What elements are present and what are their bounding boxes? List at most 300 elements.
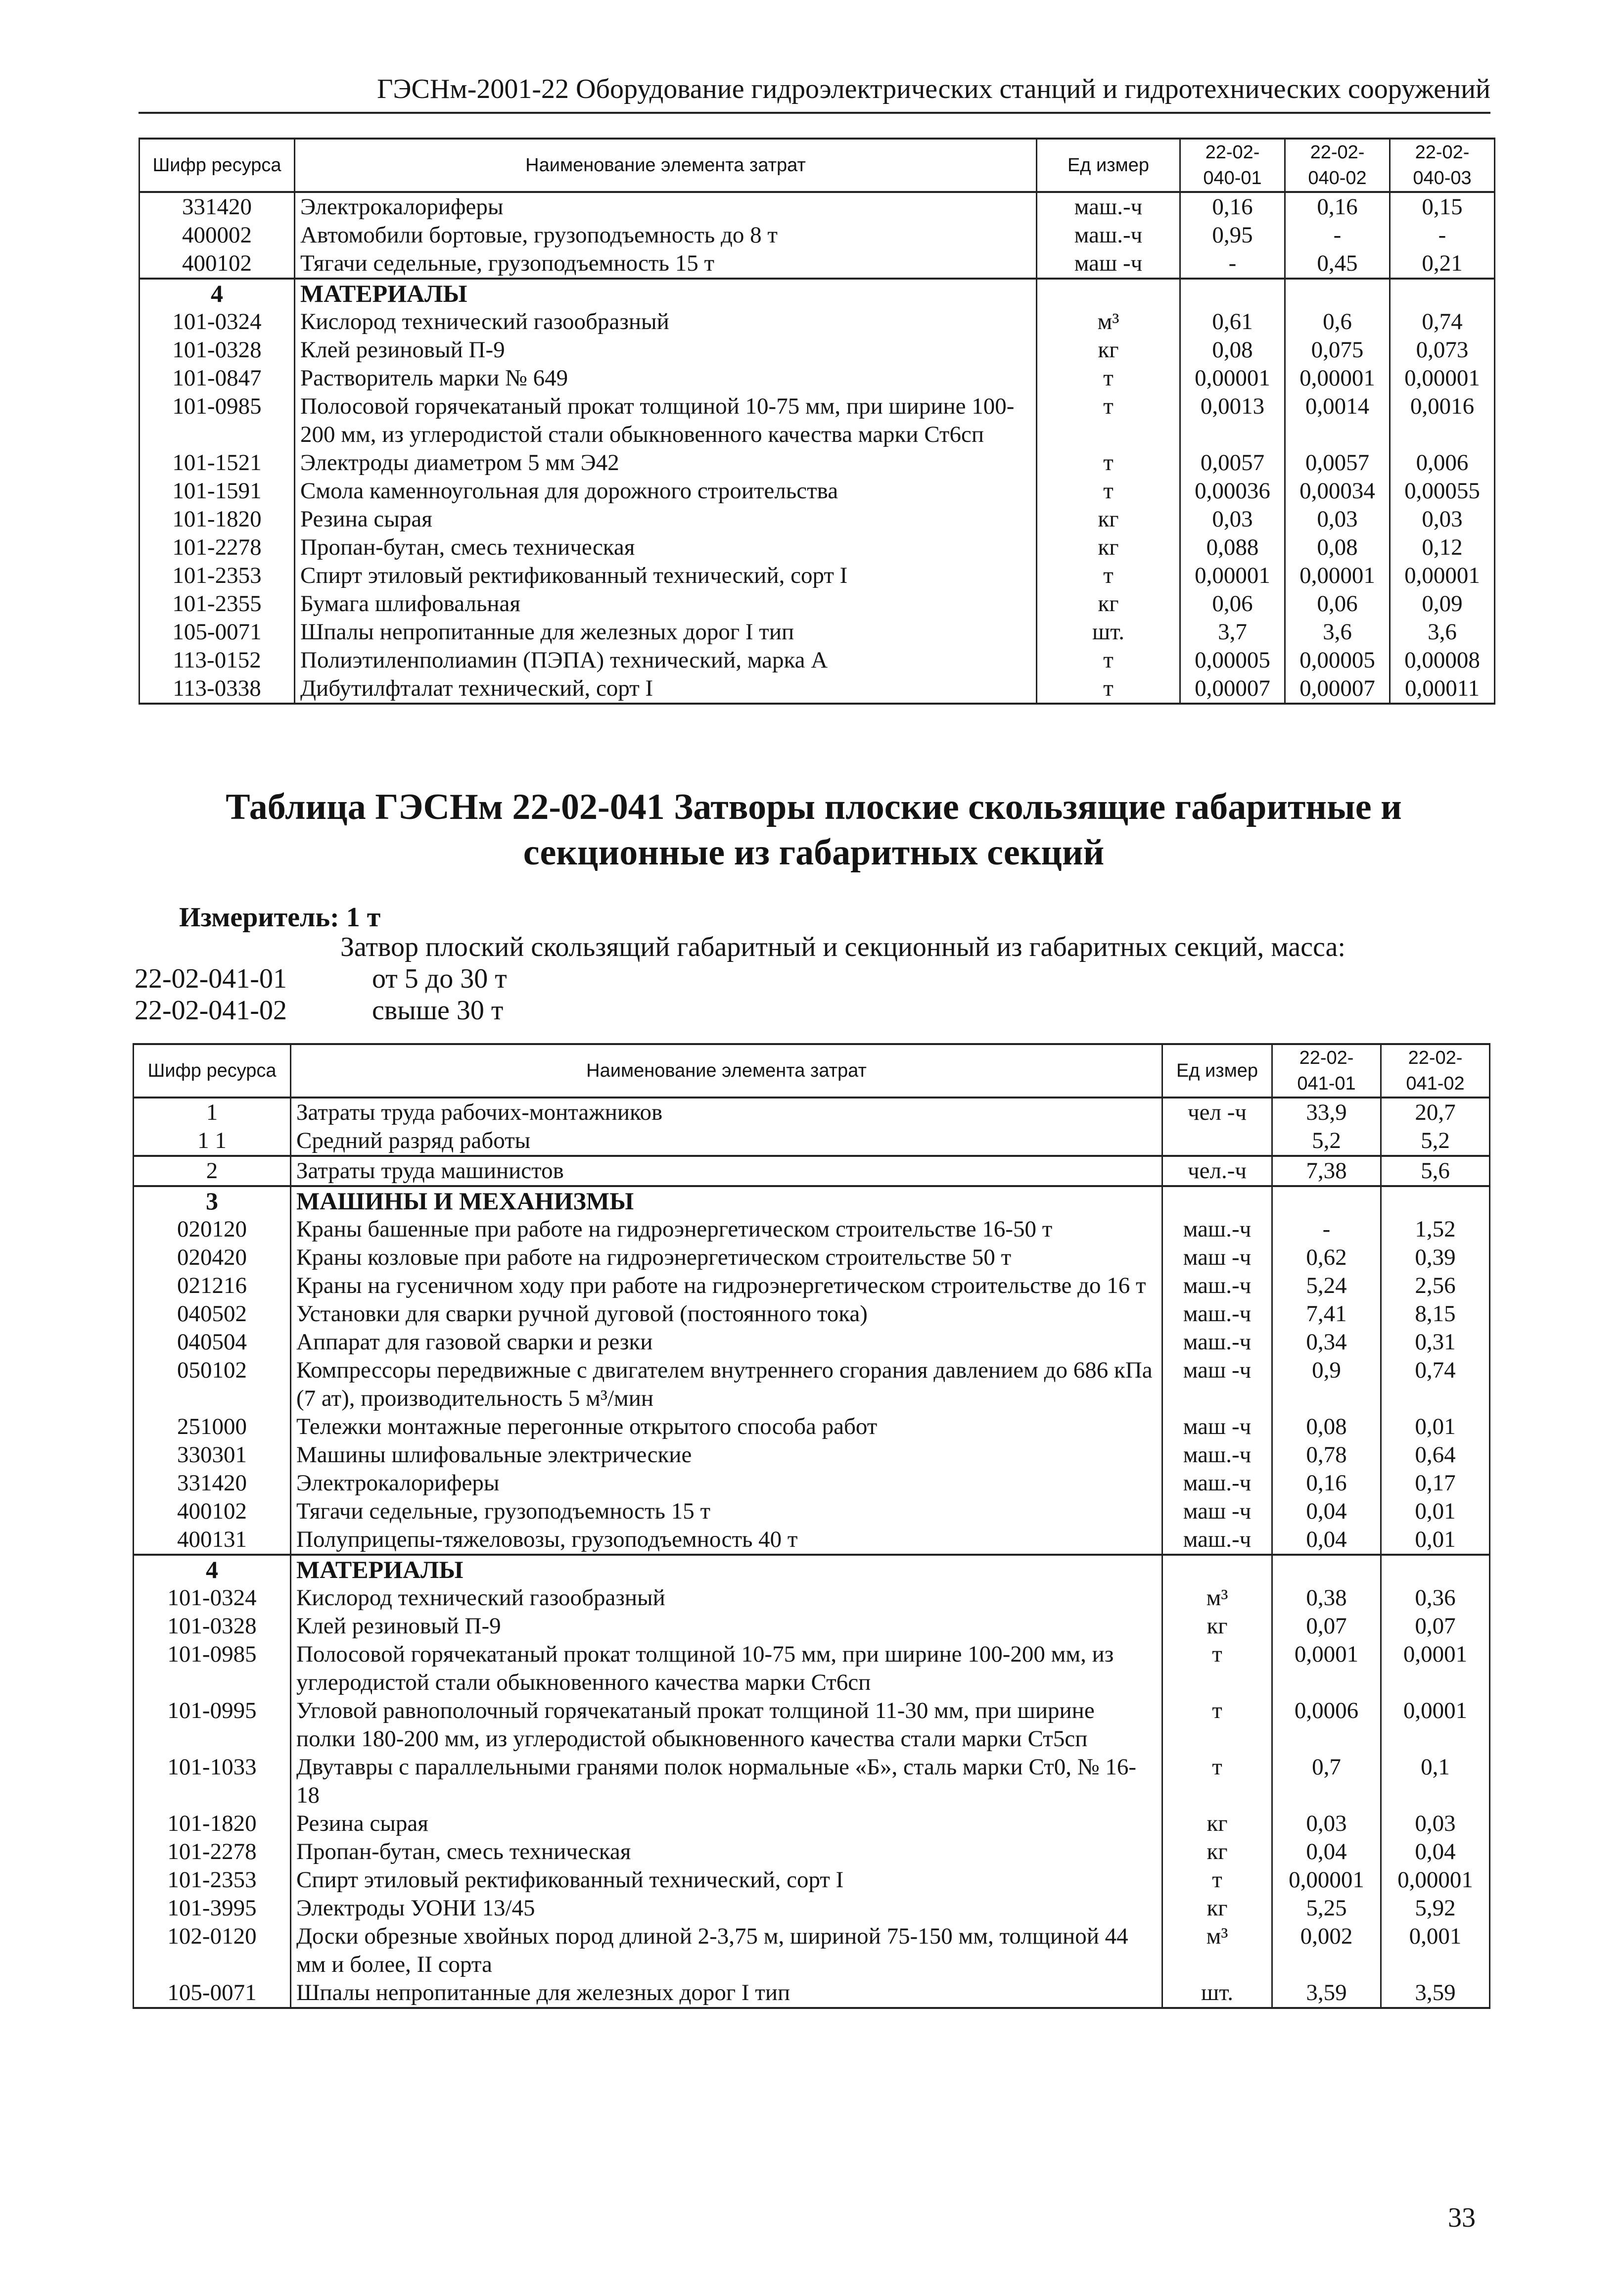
- resource-code: 101-2278: [134, 1838, 291, 1866]
- resource-name: Пропан-бутан, смесь техническая: [295, 533, 1037, 562]
- col-header-code: Шифр ресурса: [139, 139, 295, 192]
- col-header-norm-3: 22-02- 040-03: [1390, 139, 1495, 192]
- resource-code: 105-0071: [139, 618, 295, 646]
- resource-code: 101-0985: [139, 392, 295, 449]
- resource-unit: кг: [1162, 1612, 1272, 1640]
- table-row: [134, 1300, 1490, 1328]
- resource-unit: чел.-ч: [1162, 1156, 1272, 1186]
- table-row: [139, 562, 1495, 590]
- resource-name: Клей резиновый П-9: [291, 1612, 1162, 1640]
- norm-value: [1285, 279, 1390, 308]
- norm-value: 0,0057: [1180, 449, 1285, 477]
- norm-value: 5,6: [1381, 1156, 1490, 1186]
- resource-unit: кг: [1037, 505, 1180, 533]
- table-row: [134, 1497, 1490, 1526]
- resource-unit: т: [1037, 646, 1180, 674]
- norm-value: 0,00001: [1180, 364, 1285, 392]
- resource-name: Бумага шлифовальная: [295, 590, 1037, 618]
- norm-value: 5,2: [1381, 1127, 1490, 1156]
- norm-value: 20,7: [1381, 1098, 1490, 1127]
- norm-value: 0,38: [1272, 1584, 1381, 1612]
- resource-name: Аппарат для газовой сварки и резки: [291, 1328, 1162, 1356]
- col-header-name: Наименование элемента затрат: [295, 139, 1037, 192]
- resource-name: Тягачи седельные, грузоподъемность 15 т: [295, 249, 1037, 279]
- norm-value: 3,6: [1285, 618, 1390, 646]
- norm-value: 1,52: [1381, 1215, 1490, 1243]
- resource-name: Компрессоры передвижные с двигателем внутреннего сгорания давлением до 686 кПа (7 ат), производительность 5 м³/мин: [291, 1356, 1162, 1413]
- table-row: [134, 1156, 1490, 1186]
- resource-name: Машины шлифовальные электрические: [291, 1441, 1162, 1469]
- resource-code: 040504: [134, 1328, 291, 1356]
- resource-unit: м³: [1037, 308, 1180, 336]
- norm-value: 0,073: [1390, 336, 1495, 364]
- norm-value: 8,15: [1381, 1300, 1490, 1328]
- resource-code: 400102: [134, 1497, 291, 1526]
- measure-description: Затвор плоский скользящий габаритный и секционный из габаритных секций, масса:: [340, 932, 1346, 962]
- norm-value: 0,9: [1272, 1356, 1381, 1413]
- norm-value: 5,24: [1272, 1272, 1381, 1300]
- norm-value: 3,7: [1180, 618, 1285, 646]
- norm-value: 0,34: [1272, 1328, 1381, 1356]
- resource-name: Краны козловые при работе на гидроэнергетическом строительстве 50 т: [291, 1243, 1162, 1272]
- norm-value: 0,002: [1272, 1922, 1381, 1979]
- norm-value: 0,06: [1180, 590, 1285, 618]
- norm-value: -: [1390, 221, 1495, 249]
- norm-value: 0,00034: [1285, 477, 1390, 505]
- norm-value: 0,00001: [1381, 1866, 1490, 1894]
- resource-unit: маш.-ч: [1162, 1300, 1272, 1328]
- resource-name: Краны на гусеничном ходу при работе на гидроэнергетическом строительстве до 16 т: [291, 1272, 1162, 1300]
- norm-value: 7,41: [1272, 1300, 1381, 1328]
- resource-name: Затраты труда рабочих-монтажников: [291, 1098, 1162, 1127]
- resource-name: Электрокалориферы: [295, 192, 1037, 221]
- resource-code: 101-0324: [134, 1584, 291, 1612]
- norm-value: [1381, 1186, 1490, 1215]
- resource-code: 113-0152: [139, 646, 295, 674]
- resource-unit: маш.-ч: [1162, 1469, 1272, 1497]
- norm-text-2: свыше 30 т: [372, 995, 504, 1026]
- norm-value: 0,03: [1390, 505, 1495, 533]
- measure-value: 1 т: [346, 902, 381, 933]
- norm-value: 0,04: [1272, 1838, 1381, 1866]
- resource-name: Резина сырая: [295, 505, 1037, 533]
- norm-value: [1272, 1186, 1381, 1215]
- resource-code: 400102: [139, 249, 295, 279]
- resource-unit: м³: [1162, 1584, 1272, 1612]
- resource-name: Растворитель марки № 649: [295, 364, 1037, 392]
- table-row: [139, 618, 1495, 646]
- resource-name: МАШИНЫ И МЕХАНИЗМЫ: [291, 1186, 1162, 1215]
- table-row: [134, 1894, 1490, 1922]
- norm-value: 0,6: [1285, 308, 1390, 336]
- norm-value: 33,9: [1272, 1098, 1381, 1127]
- norm-value: 0,36: [1381, 1584, 1490, 1612]
- norm-value: 0,0001: [1272, 1640, 1381, 1697]
- norm-value: 0,03: [1272, 1810, 1381, 1838]
- resource-unit: т: [1162, 1753, 1272, 1810]
- norm-value: 0,1: [1381, 1753, 1490, 1810]
- col-header-name: Наименование элемента затрат: [291, 1044, 1162, 1098]
- resource-code: 101-1591: [139, 477, 295, 505]
- resource-unit: маш.-ч: [1037, 221, 1180, 249]
- norm-value: [1272, 1555, 1381, 1584]
- resource-code: 040502: [134, 1300, 291, 1328]
- resource-unit: т: [1037, 674, 1180, 704]
- norm-value: 0,03: [1381, 1810, 1490, 1838]
- resource-unit: маш.-ч: [1162, 1526, 1272, 1555]
- norm-value: 0,06: [1285, 590, 1390, 618]
- norm-value: 0,00001: [1285, 562, 1390, 590]
- resource-unit: маш.-ч: [1037, 192, 1180, 221]
- resource-code: 050102: [134, 1356, 291, 1413]
- norm-value: 0,00055: [1390, 477, 1495, 505]
- resource-code: 251000: [134, 1413, 291, 1441]
- norm-value: 0,0014: [1285, 392, 1390, 449]
- resource-code: 020420: [134, 1243, 291, 1272]
- table-row: [139, 336, 1495, 364]
- table-body: [139, 192, 1495, 704]
- resource-table-041: [133, 1043, 1490, 2009]
- resource-name: Средний разряд работы: [291, 1127, 1162, 1156]
- table-header-row: [139, 139, 1495, 192]
- resource-name: МАТЕРИАЛЫ: [291, 1555, 1162, 1584]
- col-header-code: Шифр ресурса: [134, 1044, 291, 1098]
- table-row: [134, 1838, 1490, 1866]
- resource-code: 102-0120: [134, 1922, 291, 1979]
- norm-value: 0,00036: [1180, 477, 1285, 505]
- norm-value: 0,00005: [1180, 646, 1285, 674]
- norm-value: 0,0001: [1381, 1697, 1490, 1753]
- resource-code: 101-0995: [134, 1697, 291, 1753]
- resource-unit: [1162, 1127, 1272, 1156]
- norm-value: 0,00001: [1390, 562, 1495, 590]
- table-row: [134, 1272, 1490, 1300]
- table-row: [134, 1640, 1490, 1697]
- resource-name: Шпалы непропитанные для железных дорог I тип: [291, 1979, 1162, 2008]
- norm-value: 0,74: [1390, 308, 1495, 336]
- resource-code: 101-3995: [134, 1894, 291, 1922]
- norm-value: 0,74: [1381, 1356, 1490, 1413]
- col-header-norm-1: 22-02- 040-01: [1180, 139, 1285, 192]
- norm-value: 0,62: [1272, 1243, 1381, 1272]
- norm-value: 0,95: [1180, 221, 1285, 249]
- table-row: [139, 477, 1495, 505]
- table-row: [134, 1612, 1490, 1640]
- resource-name: Кислород технический газообразный: [295, 308, 1037, 336]
- resource-unit: т: [1037, 364, 1180, 392]
- resource-name: Полиэтиленполиамин (ПЭПА) технический, марка А: [295, 646, 1037, 674]
- norm-value: 0,78: [1272, 1441, 1381, 1469]
- resource-name: Полосовой горячекатаный прокат толщиной 10-75 мм, при ширине 100-200 мм, из углеродистой стали обыкновенного качества марки Ст6сп: [295, 392, 1037, 449]
- resource-code: 331420: [139, 192, 295, 221]
- resource-unit: маш.-ч: [1162, 1272, 1272, 1300]
- norm-value: 0,00001: [1390, 364, 1495, 392]
- table-row: [139, 449, 1495, 477]
- norm-value: 0,00007: [1180, 674, 1285, 704]
- table-row: [134, 1584, 1490, 1612]
- norm-value: [1180, 279, 1285, 308]
- norm-value: 0,00001: [1180, 562, 1285, 590]
- col-header-norm-2: 22-02- 041-02: [1381, 1044, 1490, 1098]
- resource-name: Тягачи седельные, грузоподъемность 15 т: [291, 1497, 1162, 1526]
- resource-name: Шпалы непропитанные для железных дорог I тип: [295, 618, 1037, 646]
- norm-value: 0,16: [1285, 192, 1390, 221]
- norm-value: 0,00007: [1285, 674, 1390, 704]
- resource-code: 101-2278: [139, 533, 295, 562]
- norm-value: 3,6: [1390, 618, 1495, 646]
- resource-code: 3: [134, 1186, 291, 1215]
- resource-code: 101-1521: [139, 449, 295, 477]
- norm-value: 0,61: [1180, 308, 1285, 336]
- norm-value: -: [1285, 221, 1390, 249]
- resource-name: Электрокалориферы: [291, 1469, 1162, 1497]
- col-header-norm-1: 22-02- 041-01: [1272, 1044, 1381, 1098]
- table-row: [134, 1328, 1490, 1356]
- col-header-norm-2: 22-02- 040-02: [1285, 139, 1390, 192]
- resource-code: 400131: [134, 1526, 291, 1555]
- table-row: [134, 1810, 1490, 1838]
- norm-value: 5,2: [1272, 1127, 1381, 1156]
- running-header: ГЭСНм-2001-22 Оборудование гидроэлектрических станций и гидротехнических сооружений: [139, 73, 1490, 114]
- table-row: [139, 249, 1495, 279]
- table-row: [139, 646, 1495, 674]
- resource-name: Двутавры с параллельными гранями полок нормальные «Б», сталь марки Ст0, № 16-18: [291, 1753, 1162, 1810]
- norm-value: [1381, 1555, 1490, 1584]
- resource-unit: кг: [1037, 336, 1180, 364]
- norm-value: 0,01: [1381, 1497, 1490, 1526]
- table-row: [134, 1243, 1490, 1272]
- resource-name: Электроды УОНИ 13/45: [291, 1894, 1162, 1922]
- table-row: [134, 1979, 1490, 2008]
- resource-code: 101-2355: [139, 590, 295, 618]
- norm-value: 0,0001: [1381, 1640, 1490, 1697]
- table-row: [134, 1555, 1490, 1584]
- norm-value: 0,03: [1180, 505, 1285, 533]
- table-row: [139, 505, 1495, 533]
- norm-value: 0,00008: [1390, 646, 1495, 674]
- resource-unit: [1162, 1186, 1272, 1215]
- norm-value: 0,16: [1272, 1469, 1381, 1497]
- resource-name: Резина сырая: [291, 1810, 1162, 1838]
- resource-name: Пропан-бутан, смесь техническая: [291, 1838, 1162, 1866]
- norm-value: 2,56: [1381, 1272, 1490, 1300]
- norm-value: 0,04: [1381, 1838, 1490, 1866]
- resource-unit: т: [1037, 449, 1180, 477]
- resource-code: 400002: [139, 221, 295, 249]
- resource-unit: т: [1037, 392, 1180, 449]
- resource-unit: кг: [1037, 590, 1180, 618]
- resource-code: 105-0071: [134, 1979, 291, 2008]
- resource-unit: маш.-ч: [1162, 1441, 1272, 1469]
- table-row: [139, 392, 1495, 449]
- norm-value: 0,0057: [1285, 449, 1390, 477]
- table-row: [139, 590, 1495, 618]
- table-row: [134, 1922, 1490, 1979]
- resource-unit: шт.: [1037, 618, 1180, 646]
- table-row: [134, 1441, 1490, 1469]
- resource-name: Клей резиновый П-9: [295, 336, 1037, 364]
- norm-value: 0,07: [1381, 1612, 1490, 1640]
- resource-name: Полосовой горячекатаный прокат толщиной 10-75 мм, при ширине 100-200 мм, из углеродистой стали обыкновенного качества марки Ст6сп: [291, 1640, 1162, 1697]
- resource-code: 113-0338: [139, 674, 295, 704]
- norm-value: 0,21: [1390, 249, 1495, 279]
- resource-name: Угловой равнополочный горячекатаный прокат толщиной 11-30 мм, при ширине полки 180-200 мм, из углеродистой обыкновенного качества стали марки Ст5сп: [291, 1697, 1162, 1753]
- resource-name: Дибутилфталат технический, сорт I: [295, 674, 1037, 704]
- resource-code: 101-0328: [134, 1612, 291, 1640]
- resource-code: 101-1033: [134, 1753, 291, 1810]
- norm-value: 0,07: [1272, 1612, 1381, 1640]
- resource-unit: маш -ч: [1162, 1497, 1272, 1526]
- table-row: [139, 674, 1495, 704]
- table-row: [134, 1215, 1490, 1243]
- norm-text-1: от 5 до 30 т: [372, 963, 507, 994]
- norm-value: 0,64: [1381, 1441, 1490, 1469]
- table-row: [139, 308, 1495, 336]
- resource-name: Краны башенные при работе на гидроэнергетическом строительстве 16-50 т: [291, 1215, 1162, 1243]
- norm-value: -: [1272, 1215, 1381, 1243]
- resource-code: 330301: [134, 1441, 291, 1469]
- resource-unit: т: [1037, 562, 1180, 590]
- resource-code: 101-1820: [139, 505, 295, 533]
- norm-value: 0,12: [1390, 533, 1495, 562]
- norm-value: 0,03: [1285, 505, 1390, 533]
- resource-unit: т: [1162, 1697, 1272, 1753]
- table-row: [139, 533, 1495, 562]
- resource-code: 1 1: [134, 1127, 291, 1156]
- norm-value: 0,0006: [1272, 1697, 1381, 1753]
- resource-code: 101-0985: [134, 1640, 291, 1697]
- norm-value: 0,04: [1272, 1526, 1381, 1555]
- resource-unit: [1037, 279, 1180, 308]
- norm-value: 0,16: [1180, 192, 1285, 221]
- norm-value: 0,001: [1381, 1922, 1490, 1979]
- resource-unit: кг: [1162, 1838, 1272, 1866]
- table-row: [134, 1127, 1490, 1156]
- norm-value: 0,04: [1272, 1497, 1381, 1526]
- resource-name: Смола каменноугольная для дорожного строительства: [295, 477, 1037, 505]
- resource-code: 101-2353: [134, 1866, 291, 1894]
- resource-unit: кг: [1162, 1894, 1272, 1922]
- resource-name: Спирт этиловый ректификованный технический, сорт I: [295, 562, 1037, 590]
- norm-value: 0,08: [1272, 1413, 1381, 1441]
- table-row: [139, 364, 1495, 392]
- norm-value: 0,006: [1390, 449, 1495, 477]
- norm-value: 0,075: [1285, 336, 1390, 364]
- resource-name: Кислород технический газообразный: [291, 1584, 1162, 1612]
- norm-value: 0,45: [1285, 249, 1390, 279]
- norm-value: 0,7: [1272, 1753, 1381, 1810]
- norm-value: 0,0013: [1180, 392, 1285, 449]
- resource-code: 2: [134, 1156, 291, 1186]
- table-title: Таблица ГЭСНм 22-02-041 Затворы плоские скользящие габаритные и секционные из габаритных секций: [226, 787, 1402, 873]
- norm-value: 3,59: [1381, 1979, 1490, 2008]
- table-row: [134, 1098, 1490, 1127]
- norm-value: 5,92: [1381, 1894, 1490, 1922]
- resource-name: Доски обрезные хвойных пород длиной 2-3,75 м, шириной 75-150 мм, толщиной 44 мм и более, II сорта: [291, 1922, 1162, 1979]
- resource-unit: маш.-ч: [1162, 1328, 1272, 1356]
- resource-code: 4: [134, 1555, 291, 1584]
- resource-name: Электроды диаметром 5 мм Э42: [295, 449, 1037, 477]
- norm-value: 0,08: [1285, 533, 1390, 562]
- resource-code: 4: [139, 279, 295, 308]
- resource-unit: маш -ч: [1037, 249, 1180, 279]
- table-row: [134, 1413, 1490, 1441]
- norm-value: 0,00005: [1285, 646, 1390, 674]
- resource-unit: чел -ч: [1162, 1098, 1272, 1127]
- resource-table-040: [139, 138, 1495, 705]
- resource-name: Тележки монтажные перегонные открытого способа работ: [291, 1413, 1162, 1441]
- resource-code: 1: [134, 1098, 291, 1127]
- resource-name: Затраты труда машинистов: [291, 1156, 1162, 1186]
- resource-name: Полуприцепы-тяжеловозы, грузоподъемность 40 т: [291, 1526, 1162, 1555]
- resource-unit: маш -ч: [1162, 1356, 1272, 1413]
- norm-value: 0,01: [1381, 1526, 1490, 1555]
- norm-value: 0,31: [1381, 1328, 1490, 1356]
- table-row: [139, 279, 1495, 308]
- resource-unit: т: [1162, 1866, 1272, 1894]
- resource-code: 020120: [134, 1215, 291, 1243]
- norm-value: 0,0016: [1390, 392, 1495, 449]
- table-row: [134, 1697, 1490, 1753]
- norm-value: 0,08: [1180, 336, 1285, 364]
- norm-value: 0,15: [1390, 192, 1495, 221]
- norm-value: 3,59: [1272, 1979, 1381, 2008]
- table-header-row: [134, 1044, 1490, 1098]
- measure-line: [179, 902, 380, 933]
- resource-name: Автомобили бортовые, грузоподъемность до 8 т: [295, 221, 1037, 249]
- norm-value: 7,38: [1272, 1156, 1381, 1186]
- resource-code: 101-1820: [134, 1810, 291, 1838]
- resource-name: Установки для сварки ручной дуговой (постоянного тока): [291, 1300, 1162, 1328]
- resource-code: 331420: [134, 1469, 291, 1497]
- resource-unit: маш -ч: [1162, 1413, 1272, 1441]
- table-row: [134, 1469, 1490, 1497]
- resource-unit: т: [1037, 477, 1180, 505]
- resource-unit: т: [1162, 1640, 1272, 1697]
- norm-value: 0,09: [1390, 590, 1495, 618]
- resource-code: 101-0328: [139, 336, 295, 364]
- table-body: [134, 1098, 1490, 2008]
- norm-value: 0,00001: [1285, 364, 1390, 392]
- norm-value: 0,01: [1381, 1413, 1490, 1441]
- norm-value: 0,39: [1381, 1243, 1490, 1272]
- table-row: [134, 1356, 1490, 1413]
- norm-value: 0,088: [1180, 533, 1285, 562]
- resource-code: 101-2353: [139, 562, 295, 590]
- table-row: [134, 1866, 1490, 1894]
- table-row: [134, 1753, 1490, 1810]
- resource-name: МАТЕРИАЛЫ: [295, 279, 1037, 308]
- resource-code: 021216: [134, 1272, 291, 1300]
- measure-label: Измеритель:: [179, 902, 339, 933]
- resource-unit: кг: [1162, 1810, 1272, 1838]
- resource-unit: маш.-ч: [1162, 1215, 1272, 1243]
- norm-code-2: 22-02-041-02: [135, 995, 287, 1026]
- resource-code: 101-0847: [139, 364, 295, 392]
- resource-unit: м³: [1162, 1922, 1272, 1979]
- norm-value: 0,17: [1381, 1469, 1490, 1497]
- norm-value: 0,00001: [1272, 1866, 1381, 1894]
- norm-code-1: 22-02-041-01: [135, 963, 287, 994]
- table-row: [134, 1186, 1490, 1215]
- norm-value: -: [1180, 249, 1285, 279]
- resource-unit: [1162, 1555, 1272, 1584]
- norm-value: 0,00011: [1390, 674, 1495, 704]
- norm-value: 5,25: [1272, 1894, 1381, 1922]
- table-row: [139, 221, 1495, 249]
- col-header-unit: Ед измер: [1037, 139, 1180, 192]
- page-number: 33: [1448, 2202, 1476, 2233]
